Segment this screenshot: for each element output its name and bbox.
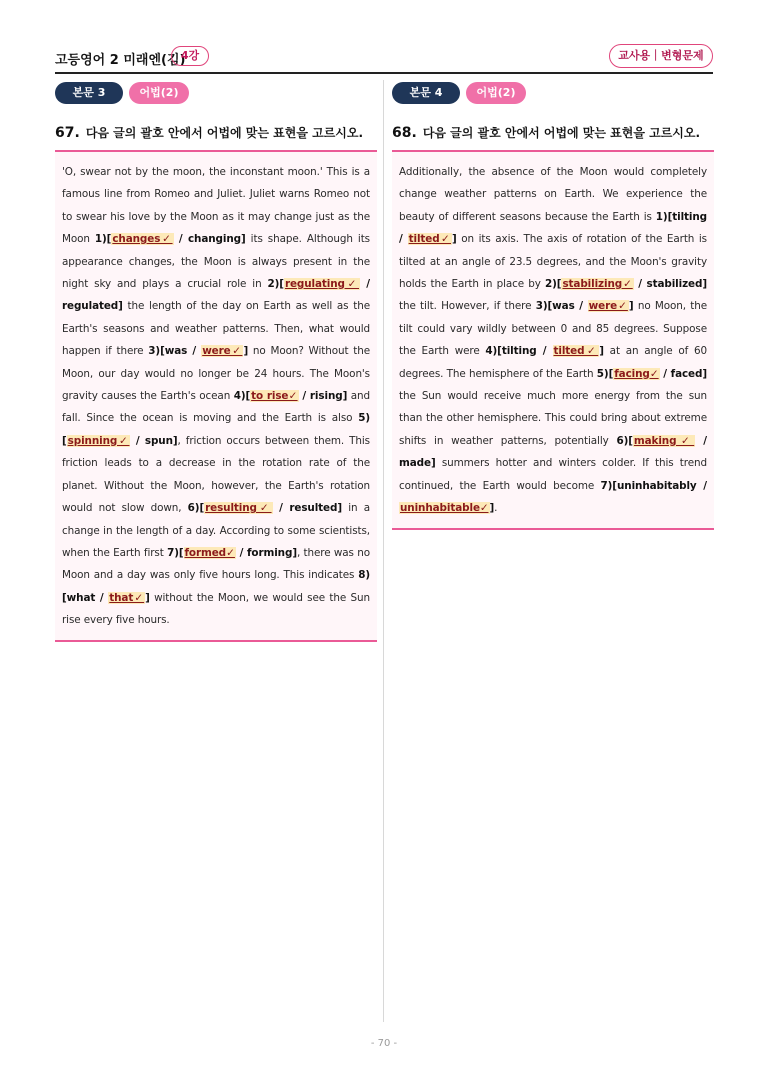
answer-option: stabilized [646,278,703,291]
source-tag: 본문 4 [392,82,460,104]
blank-6: 6)[making✓ / made] [399,434,707,470]
column-divider [383,80,384,1022]
correct-answer: making✓ [633,434,695,447]
lesson-badge: 4강 [171,46,209,66]
edition-badge: 교사용｜변형문제 [609,44,713,68]
blank-5: 5)[spinning✓ / spun] [62,412,370,447]
answer-option: changing [187,233,241,246]
answer-option: resulted [289,502,338,515]
question-67-column [55,82,377,642]
answer-option: tilting [501,345,537,358]
correct-answer: resulting✓ [205,502,272,515]
answer-option: rising [309,390,343,403]
question-heading [392,124,714,146]
correct-answer: were✓ [588,300,628,313]
blank-1: 1)[tilting / tilted✓] [399,210,707,246]
correct-answer: that✓ [109,591,145,604]
blank-8: 8)[what / that✓] [62,569,370,604]
type-tag: 어법(2) [129,82,189,104]
correct-answer: tilted✓ [408,233,451,246]
question-text: 다음 글의 괄호 안에서 어법에 맞는 표현을 고르시오. [422,126,701,140]
correct-answer: uninhabitable✓ [400,502,489,515]
question-68-column [392,82,714,530]
answer-option: tilting [672,210,707,223]
blank-5: 5)[facing✓ / faced] [596,367,707,380]
correct-answer: to rise✓ [251,390,298,403]
correct-answer: changes✓ [112,233,173,246]
answer-option: made [399,457,431,470]
passage-text: 'O, swear not by the moon, the inconstant moon.' This is a famous line from Romeo and Juliet. Juliet warns Romeo not to swear his love by the Moon as it may change just as the Moon 1)[changes✓ / changing] its shape. Although its appearance changes, the Moon is always present in the night sky and plays a crucial role in 2)[regulating✓ / regulated] the length of the day on Earth as well as the Earth's seasons and weather patterns. Then, what would happen if there 3)[was / were✓] no Moon? Without the Moon, our day would no longer be 24 hours. The Moon's gravity causes the Earth's ocean 4)[to rise✓ / rising] and fall. Since the ocean is moving and the Earth is also 5)[spinning✓ / spun], friction occurs between them. This friction leads to a decrease in the rotation rate of the planet. Without the Moon, however, the Earth's rotation would not slow down, 6)[resulting✓ / resulted] in a change in the length of a day. According to some scientists, when the Earth first 7)[formed✓ / forming], there was no Moon and a day was only five hours long. This indicates 8)[what / that✓] without the Moon, we would see the Sun rise every five hours. [62,166,371,627]
blank-1: 1)[changes✓ / changing] [94,233,246,246]
blank-2: 2)[stabilizing✓ / stabilized] [545,278,707,291]
answer-option: was [552,300,575,313]
blank-3: 3)[was / were✓] [148,345,249,358]
blank-4: 4)[to rise✓ / rising] [233,390,348,403]
question-text: 다음 글의 괄호 안에서 어법에 맞는 표현을 고르시오. [85,126,364,140]
answer-option: regulated [62,300,119,313]
answer-option: faced [670,367,703,380]
correct-answer: stabilizing✓ [562,278,633,291]
answer-option: spun [144,434,173,447]
question-number: 67. [55,125,80,141]
correct-answer: formed✓ [184,546,235,559]
answer-option: uninhabitably [616,479,697,492]
page-header [55,44,713,74]
tag-row [392,82,714,106]
source-tag: 본문 3 [55,82,123,104]
passage-box [392,150,714,530]
blank-3: 3)[was / were✓] [535,300,634,313]
blank-2: 2)[regulating✓ / regulated] [62,278,370,313]
correct-answer: were✓ [202,345,243,358]
type-tag: 어법(2) [466,82,526,104]
correct-answer: spinning✓ [67,434,130,447]
correct-answer: tilted✓ [553,345,599,358]
page-number: - 70 - [370,1038,398,1049]
blank-7: 7)[uninhabitably / uninhabitable✓] [400,479,707,515]
blank-6: 6)[resulting✓ / resulted] [187,502,342,515]
correct-answer: regulating✓ [284,278,360,291]
passage-box [55,150,377,642]
answer-option: forming [247,546,293,559]
blank-4: 4)[tilting / tilted✓] [485,345,604,358]
answer-option: was [164,345,188,358]
correct-answer: facing✓ [614,367,659,380]
tag-row [55,82,377,106]
document-title: 고등영어 2 미래엔(김) [55,53,186,68]
question-heading [55,124,377,146]
question-number: 68. [392,125,417,141]
passage-text: Additionally, the absence of the Moon would completely change weather patterns on Earth. We experience the beauty of different seasons because the Earth is 1)[tilting / tilted✓] on its axis. The axis of rotation of the Earth is tilted at an angle of 23.5 degrees, and the Moon's gravity holds the Earth in place by 2)[stabilizing✓ / stabilized] the tilt. However, if there 3)[was / were✓] no Moon, the tilt could vary wildly between 0 and 85 degrees. Suppose the Earth were 4)[tilting / tilted✓] at an angle of 60 degrees. The hemisphere of the Earth 5)[facing✓ / faced] the Sun would receive much more energy from the sun than the other hemisphere. This could bring about extreme shifts in weather patterns, potentially 6)[making✓ / made] summers hotter and winters colder. If this trend continued, the Earth would become 7)[uninhabitably / uninhabitable✓]. [399,166,708,515]
answer-option: what [66,591,96,604]
blank-7: 7)[formed✓ / forming] [167,546,297,559]
